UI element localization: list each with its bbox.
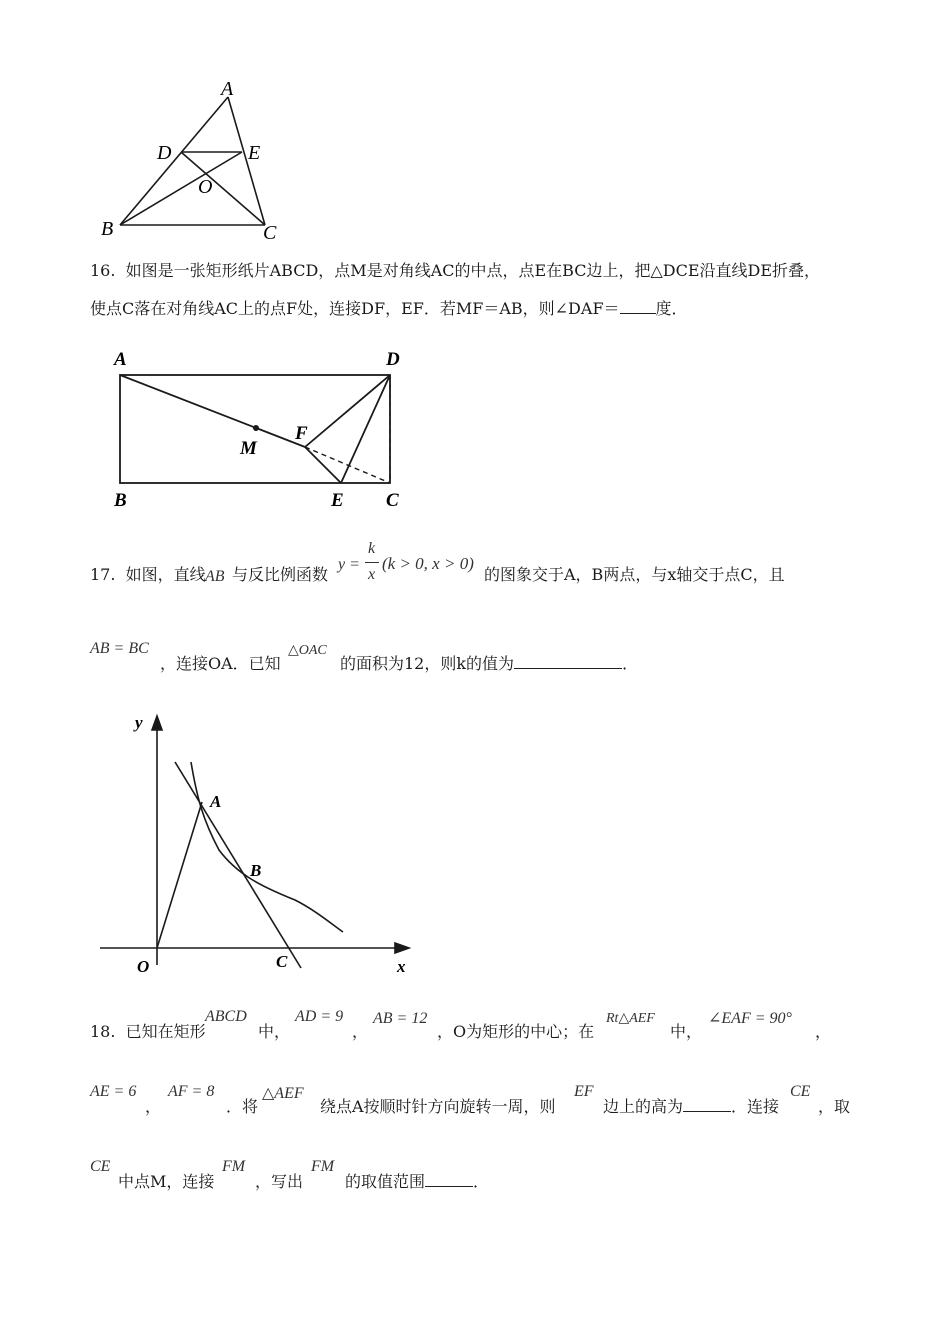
q18-t3: ， [352,1022,369,1041]
q16-text-end: 度． [655,299,688,318]
q16-line2 [90,299,688,319]
hyperbola-graph [95,710,415,980]
label-O: O [137,957,150,976]
q18-number: 18. [90,1022,116,1041]
q18-answer-blank-1[interactable] [683,1097,731,1112]
q18-ce: CE [790,1083,811,1100]
q17-ab: AB [205,568,225,585]
q17-line2 [160,654,281,674]
label-C: C [276,952,288,971]
q17-answer-blank[interactable] [514,654,622,669]
fraction-bar [365,562,379,563]
triangle-figure [95,75,295,245]
q17-mid: 与反比例函数 [232,565,329,584]
q17-function [338,540,483,590]
axis-y-label: y [135,713,143,732]
q18-ef: EF [574,1083,594,1100]
q16-line1 [90,261,820,281]
q17-line2b [340,654,638,674]
q18-tri: △AEF [262,1085,304,1102]
label-D: D [157,142,172,164]
label-E: E [331,490,344,511]
q17-line2-b: 的面积为12，则k的值为 [340,654,515,673]
q18-ce2: CE [90,1158,111,1175]
q18-abcd: ABCD [205,1008,247,1025]
q18-t10: 边上的高为 [603,1097,684,1116]
q18-fm2: FM [311,1158,335,1175]
q18-t9: 绕点A按顺时针方向旋转一周，则 [320,1097,556,1116]
q17-tri: △OAC [288,643,327,658]
label-D: D [386,349,400,370]
label-A: A [221,78,234,100]
q18-t1: 已知在矩形 [125,1022,206,1041]
rectangle-fold-figure [105,345,415,515]
q18-line2-end [603,1097,779,1117]
label-C: C [386,490,399,511]
q17-cond: AB = BC [90,640,149,657]
q18-t11: ．连接 [731,1097,780,1116]
q18-line3-end [345,1172,489,1192]
q18-t14: ，写出 [255,1172,304,1191]
q18-t7: ， [145,1097,162,1116]
label-M: M [240,438,257,459]
q18-t4: ，O为矩形的中心；在 [437,1022,595,1041]
q17-func-num: k [368,540,376,557]
q17-end: ． [622,654,639,673]
label-C: C [263,222,277,244]
q17-line2-a: ，连接OA．已知 [160,654,281,673]
q18-t13: 中点M，连接 [118,1172,215,1191]
q16-text-line2: 使点C落在对角线AC上的点F处，连接DF，EF．若MF＝AB，则∠DAF＝ [90,299,620,318]
q18-t12: ，取 [818,1097,851,1116]
label-A: A [210,792,222,811]
q18-t6: ， [815,1022,832,1041]
q16-answer-blank[interactable] [620,299,656,314]
q18-t2: 中， [258,1022,291,1041]
q18-rt: Rt△AEF [606,1011,655,1026]
q18-t15: 的取值范围 [345,1172,426,1191]
q17-post: 的图象交于A，B两点，与x轴交于点C，且 [484,565,785,584]
q18-answer-blank-2[interactable] [425,1172,473,1187]
q18-t5: 中， [670,1022,703,1041]
q17-func-den: x [368,566,376,583]
q18-af: AF = 8 [168,1083,215,1100]
label-B: B [101,218,114,240]
label-F: F [295,423,308,444]
label-B: B [250,861,262,880]
label-A: A [114,349,127,370]
q18-angle: ∠EAF = 90° [708,1010,792,1027]
q18-fm: FM [222,1158,246,1175]
q18-ab: AB = 12 [373,1010,428,1027]
q18-ad: AD = 9 [295,1008,344,1025]
q18-ae: AE = 6 [90,1083,137,1100]
q18-start [90,1022,206,1042]
label-O: O [198,176,213,198]
q17-line1 [90,565,206,585]
q16-number: 16. [90,261,116,280]
q18-t8: ．将 [226,1097,259,1116]
q17-func-cond: (k > 0, x > 0) [382,554,474,573]
label-E: E [248,142,261,164]
q17-func-y: y = [338,556,360,573]
q18-t16: ． [473,1172,490,1191]
label-B: B [114,490,127,511]
axis-x-label: x [397,957,406,976]
q17-number: 17. [90,565,116,584]
q17-pre: 如图，直线 [125,565,206,584]
q16-text-line1: 如图是一张矩形纸片ABCD，点M是对角线AC的中点，点E在BC边上，把△DCE沿直线DE折叠， [125,261,821,280]
